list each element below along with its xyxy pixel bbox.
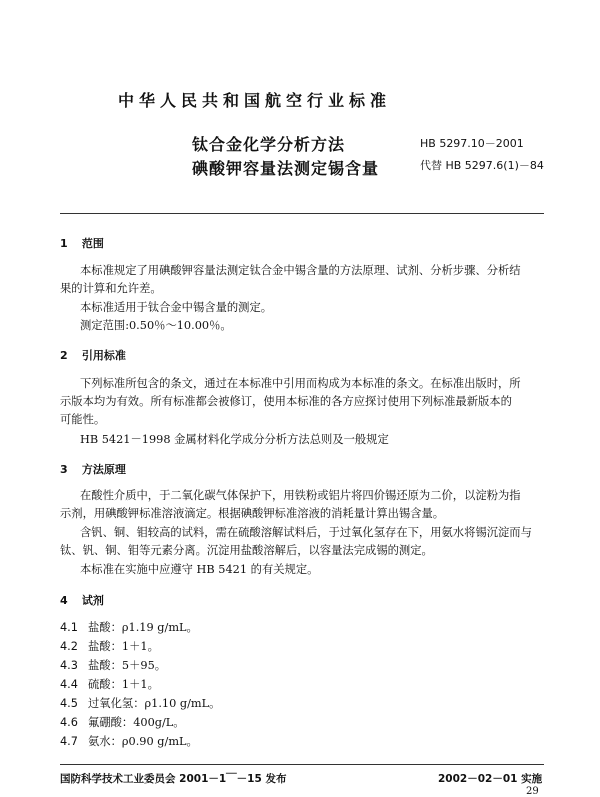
section-3-paragraph-1b: 示剂，用碘酸钾标准溶液滴定。根据碘酸钾标准溶液的消耗量计算出锡含量。 <box>60 507 445 520</box>
reagent-item <box>60 733 198 749</box>
section-3-paragraph-2b: 钛、钒、铜、钼等元素分离。沉淀用盐酸溶解后，以容量法完成锡的测定。 <box>60 544 433 557</box>
reagent-item-text: 过氧化氢：ρ1.10 g/mL。 <box>88 697 221 710</box>
standard-number: HB 5297.10－2001 <box>420 137 524 150</box>
document-title-line-1: 钛合金化学分析方法 <box>192 135 346 154</box>
section-2-paragraph-1a: 下列标准所包含的条文，通过在本标准中引用而构成为本标准的条文。在标准出版时，所 <box>80 377 521 390</box>
reagent-item-text: 盐酸：ρ1.19 g/mL。 <box>88 621 198 634</box>
reagent-item <box>60 657 166 673</box>
section-1-title: 范围 <box>81 237 104 250</box>
reagent-item-text: 氟硼酸：400g/L。 <box>88 716 185 729</box>
reagent-item-number: 4.4 <box>60 678 78 691</box>
effective-date: 2002－02－01 实施 <box>438 773 543 785</box>
section-2-paragraph-1b: 示版本均为有效。所有标准都会被修订，使用本标准的各方应探讨使用下列标准最新版本的 <box>60 395 512 408</box>
section-1-paragraph-1b: 果的计算和允许差。 <box>60 282 162 295</box>
section-4-number: 4 <box>60 594 68 607</box>
standard-category-header: 中华人民共和国航空行业标准 <box>118 91 392 110</box>
section-2-reference: HB 5421－1998 金属材料化学成分分析方法总则及一般规定 <box>80 433 389 446</box>
section-3-paragraph-2a: 含钒、铜、钼较高的试料，需在硫酸溶解试料后，于过氧化氢存在下，用氨水将锡沉淀而与 <box>80 526 532 539</box>
document-title-line-2: 碘酸钾容量法测定锡含量 <box>192 159 380 178</box>
reagent-item-text: 硫酸：1＋1。 <box>88 678 159 691</box>
section-1-paragraph-3: 测定范围:0.50％～10.00％。 <box>80 319 232 332</box>
reagent-item <box>60 714 185 730</box>
reagent-item-text: 盐酸：1＋1。 <box>88 640 159 653</box>
bottom-divider <box>60 764 544 765</box>
reagent-item <box>60 638 159 654</box>
reagent-item <box>60 619 198 635</box>
section-3-paragraph-3: 本标准在实施中应遵守 HB 5421 的有关规定。 <box>80 563 319 576</box>
replaces-standard: 代替 HB 5297.6(1)－84 <box>420 159 544 172</box>
reagent-item-number: 4.6 <box>60 716 78 729</box>
reagent-item-text: 氨水：ρ0.90 g/mL。 <box>88 735 198 748</box>
section-3-title: 方法原理 <box>81 463 126 476</box>
reagent-item-number: 4.7 <box>60 735 78 748</box>
section-2-heading <box>60 347 126 363</box>
top-divider <box>60 213 544 214</box>
section-3-heading <box>60 461 126 477</box>
reagent-item <box>60 695 220 711</box>
section-1-heading <box>60 235 104 251</box>
reagent-item-number: 4.1 <box>60 621 78 634</box>
section-1-paragraph-2: 本标准适用于钛合金中锡含量的测定。 <box>80 301 273 314</box>
reagent-item-number: 4.5 <box>60 697 78 710</box>
reagent-item-number: 4.2 <box>60 640 78 653</box>
section-2-paragraph-1c: 可能性。 <box>60 413 106 426</box>
reagent-item <box>60 676 159 692</box>
page-number: 29 <box>526 786 539 797</box>
section-3-paragraph-1a: 在酸性介质中，于二氧化碳气体保护下，用铁粉或铝片将四价锡还原为二价，以淀粉为指 <box>80 489 521 502</box>
section-2-title: 引用标准 <box>81 349 126 362</box>
reagent-item-number: 4.3 <box>60 659 78 672</box>
section-1-paragraph-1a: 本标准规定了用碘酸钾容量法测定钛合金中锡含量的方法原理、试剂、分析步骤、分析结 <box>80 264 521 277</box>
section-2-number: 2 <box>60 349 68 362</box>
section-3-number: 3 <box>60 463 68 476</box>
section-4-title: 试剂 <box>81 594 104 607</box>
section-4-heading <box>60 592 104 608</box>
issuer-and-issue-date: 国防科学技术工业委员会 2001－1￣－15 发布 <box>60 773 287 785</box>
section-1-number: 1 <box>60 237 68 250</box>
reagent-item-text: 盐酸：5＋95。 <box>88 659 167 672</box>
